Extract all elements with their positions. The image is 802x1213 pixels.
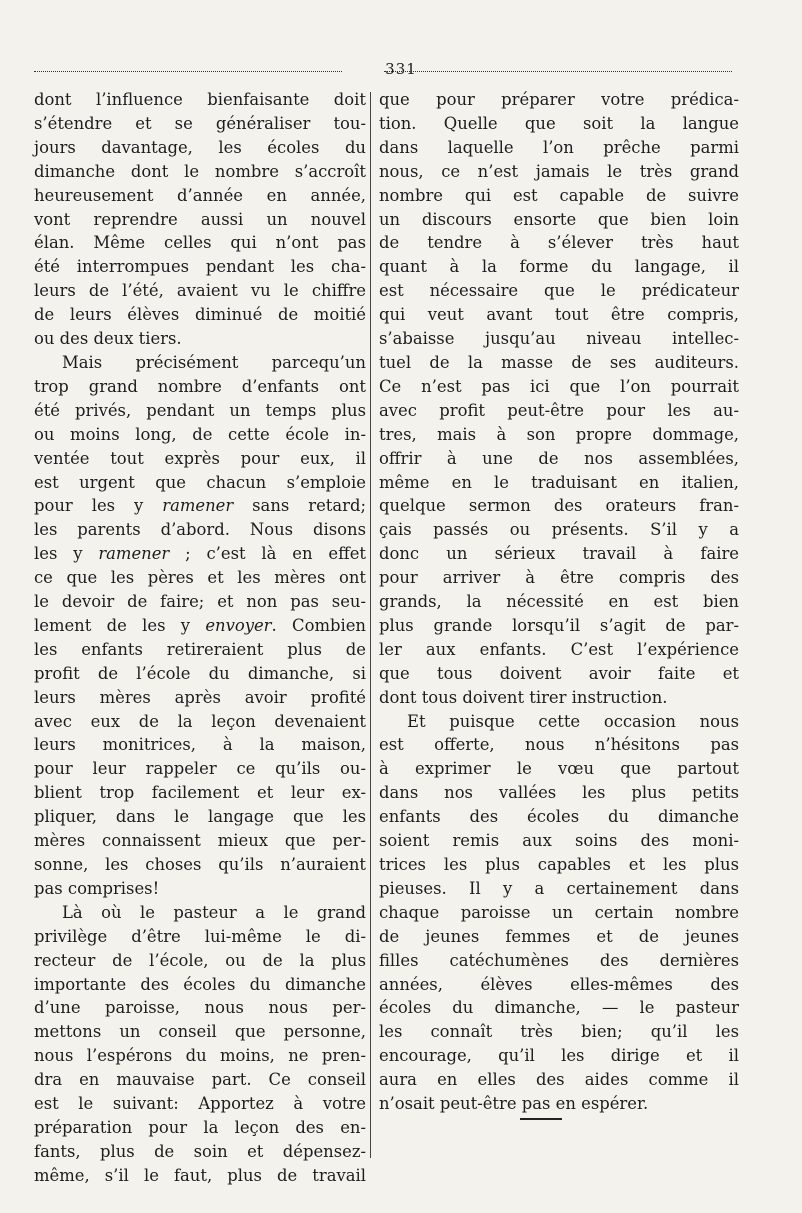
text-line: fants, plus de soin et dépensez- xyxy=(34,1141,366,1161)
text-line: pas comprises! xyxy=(34,878,160,898)
text-line: privilège d’être lui-même le di- xyxy=(34,926,366,946)
text-line: qui veut avant tout être compris, xyxy=(379,305,739,325)
text-line: blient trop facilement et leur ex- xyxy=(34,783,366,803)
text-line: trices les plus capables et les plus xyxy=(379,855,739,874)
text-line: de jeunes femmes et de jeunes xyxy=(379,926,739,946)
text-line: çais passés ou présents. S’il y a xyxy=(379,520,739,540)
text-line: dimanche dont le nombre s’accroît xyxy=(34,161,366,181)
right-column xyxy=(379,88,739,1116)
text-line: avec eux de la leçon devenaient xyxy=(34,711,366,731)
text-line: à exprimer le vœu que partout xyxy=(379,759,739,779)
text-line: les y ramener ; c’est là en effet xyxy=(34,544,366,564)
text-line: nous l’espérons du moins, ne pren- xyxy=(34,1046,366,1066)
text-line: pour les y ramener sans retard; xyxy=(34,496,366,516)
text-line: leurs de l’été, avaient vu le chiffre xyxy=(34,281,366,301)
text-line: soient remis aux soins des moni- xyxy=(379,831,739,851)
text-line: aura en elles des aides comme il xyxy=(379,1070,739,1090)
column-divider xyxy=(370,92,371,1158)
text-line: est urgent que chacun s’emploie xyxy=(34,472,366,492)
text-line: été privés, pendant un temps plus xyxy=(34,400,366,420)
text-line: dra en mauvaise part. Ce conseil xyxy=(34,1070,366,1090)
text-line: écoles du dimanche, — le pasteur xyxy=(379,998,739,1018)
text-line: plus grande lorsqu’il s’agit de par- xyxy=(379,615,739,635)
text-line: tuel de la masse de ses auditeurs. xyxy=(379,352,739,372)
text-line: est le suivant: Apportez à votre xyxy=(34,1094,366,1114)
text-line: quant à la forme du langage, il xyxy=(379,257,739,277)
text-line: s’abaisse jusqu’au niveau intellec- xyxy=(379,329,739,349)
text-line: ou des deux tiers. xyxy=(34,329,182,349)
text-line: pour leur rappeler ce qu’ils ou- xyxy=(34,759,366,779)
text-line: dans nos vallées les plus petits xyxy=(379,783,739,803)
text-line: ce que les pères et les mères ont xyxy=(34,568,366,588)
text-line: Là où le pasteur a le grand xyxy=(62,902,366,922)
text-line: est offerte, nous n’hésitons pas xyxy=(379,735,739,755)
text-line: jours davantage, les écoles du xyxy=(34,137,366,157)
text-line: les enfants retireraient plus de xyxy=(34,639,366,659)
text-line: est nécessaire que le prédicateur xyxy=(379,281,739,301)
text-line: enfants des écoles du dimanche xyxy=(379,807,739,827)
text-line: lement de les y envoyer. Combien xyxy=(34,615,366,635)
text-line: même, s’il le faut, plus de travail xyxy=(34,1165,366,1185)
text-line: que pour préparer votre prédica- xyxy=(379,90,739,109)
text-line: été interrompues pendant les cha- xyxy=(34,257,366,277)
text-line: offrir à une de nos assemblées, xyxy=(379,448,739,468)
text-line: recteur de l’école, ou de la plus xyxy=(34,950,366,970)
text-line: préparation pour la leçon des en- xyxy=(34,1117,366,1137)
text-line: importante des écoles du dimanche xyxy=(34,974,366,994)
header-rule-left xyxy=(34,71,342,72)
text-line: même en le traduisant en italien, xyxy=(379,472,739,492)
text-line: élan. Même celles qui n’ont pas xyxy=(34,233,366,253)
text-line: nombre qui est capable de suivre xyxy=(379,185,739,205)
text-line: ventée tout exprès pour eux, il xyxy=(34,448,366,468)
text-line: leurs monitrices, à la maison, xyxy=(34,735,366,755)
text-line: le devoir de faire; et non pas seu- xyxy=(34,592,366,612)
text-line: pour arriver à être compris des xyxy=(379,568,739,588)
text-line: tion. Quelle que soit la langue xyxy=(379,113,739,133)
text-line: ou moins long, de cette école in- xyxy=(34,424,366,444)
text-line: de leurs élèves diminué de moitié xyxy=(34,305,366,325)
text-line: un discours ensorte que bien loin xyxy=(379,209,739,229)
text-line: avec profit peut-être pour les au- xyxy=(379,400,739,420)
text-line: dont l’influence bienfaisante doit xyxy=(34,90,366,109)
text-line: ler aux enfants. C’est l’expérience xyxy=(379,639,739,659)
header-rule-right xyxy=(384,71,732,72)
text-line: leurs mères après avoir profité xyxy=(34,687,366,707)
text-line: trop grand nombre d’enfants ont xyxy=(34,376,366,396)
text-line: mères connaissent mieux que per- xyxy=(34,831,366,851)
text-line: quelque sermon des orateurs fran- xyxy=(379,496,739,516)
text-line: pieuses. Il y a certainement dans xyxy=(379,878,739,898)
page-number: 331 xyxy=(385,60,417,78)
text-line: grands, la nécessité en est bien xyxy=(379,592,739,612)
text-line: dont tous doivent tirer instruction. xyxy=(379,687,668,707)
text-line: mettons un conseil que personne, xyxy=(34,1022,366,1042)
text-line: Ce n’est pas ici que l’on pourrait xyxy=(379,376,739,396)
text-line: chaque paroisse un certain nombre xyxy=(379,902,739,922)
text-line: Mais précisément parcequ’un xyxy=(62,352,366,372)
text-line: nous, ce n’est jamais le très grand xyxy=(379,161,739,181)
text-line: filles catéchumènes des dernières xyxy=(379,950,739,970)
text-line: dans laquelle l’on prêche parmi xyxy=(379,137,739,157)
text-line: années, élèves elles-mêmes des xyxy=(379,974,739,994)
emphasis: envoyer xyxy=(205,615,272,635)
text-line: tres, mais à son propre dommage, xyxy=(379,424,739,444)
text-line: sonne, les choses qu’ils n’auraient xyxy=(34,855,366,874)
text-line: encourage, qu’il les dirige et il xyxy=(379,1046,739,1066)
text-line: d’une paroisse, nous nous per- xyxy=(34,998,366,1018)
closing-ornament xyxy=(520,1118,562,1120)
text-line: que tous doivent avoir faite et xyxy=(379,663,739,683)
text-line: s’étendre et se généraliser tou- xyxy=(34,113,366,133)
emphasis: ramener xyxy=(98,544,170,564)
text-line: heureusement d’année en année, xyxy=(34,185,366,205)
text-line: Et puisque cette occasion nous xyxy=(407,711,739,731)
text-line: vont reprendre aussi un nouvel xyxy=(34,209,366,229)
text-line: pliquer, dans le langage que les xyxy=(34,807,366,827)
left-column xyxy=(34,88,366,1188)
emphasis: ramener xyxy=(162,496,234,516)
text-line: les parents d’abord. Nous disons xyxy=(34,520,366,540)
text-line: n’osait peut-être pas en espérer. xyxy=(379,1094,649,1114)
text-line: profit de l’école du dimanche, si xyxy=(34,663,366,683)
text-line: donc un sérieux travail à faire xyxy=(379,544,739,564)
text-line: les connaît très bien; qu’il les xyxy=(379,1022,739,1042)
text-line: de tendre à s’élever très haut xyxy=(379,233,739,253)
